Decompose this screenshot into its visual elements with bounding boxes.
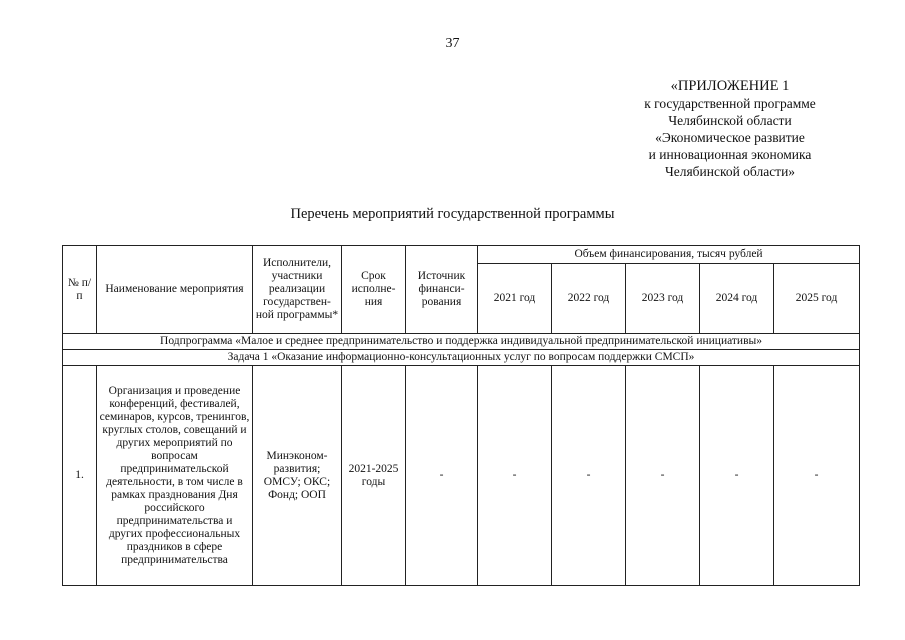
row-source: - [406, 366, 478, 586]
header-name: Наименование мероприятия [97, 246, 253, 334]
header-executors: Исполнители, участники реализации государствен-ной программы* [253, 246, 342, 334]
header-year: 2024 год [700, 264, 774, 334]
task-row [63, 350, 860, 366]
subprogram-row [63, 334, 860, 350]
appendix-header [600, 78, 860, 180]
appendix-line: и инновационная экономика [648, 147, 812, 162]
table-row [63, 366, 860, 586]
row-number: 1. [63, 366, 97, 586]
header-year: 2022 год [552, 264, 626, 334]
header-funding-group: Объем финансирования, тысяч рублей [478, 246, 860, 264]
header-term: Срок исполне-ния [342, 246, 406, 334]
header-number: № п/п [63, 246, 97, 334]
row-term: 2021-2025 годы [342, 366, 406, 586]
header-year: 2025 год [774, 264, 860, 334]
appendix-line: Челябинской области» [664, 164, 796, 179]
document-title: Перечень мероприятий государственной программы [290, 206, 615, 222]
header-source: Источник финанси-рования [406, 246, 478, 334]
appendix-line: «Экономическое развитие [655, 130, 805, 145]
row-value: - [774, 366, 860, 586]
row-executors: Минэконом-развития; ОМСУ; ОКС; Фонд; ООП [253, 366, 342, 586]
subprogram-title: Подпрограмма «Малое и среднее предпринимательство и поддержка индивидуальной предпринимательской инициативы» [63, 334, 860, 350]
row-value: - [478, 366, 552, 586]
row-value: - [700, 366, 774, 586]
row-value: - [552, 366, 626, 586]
appendix-line: к государственной программе [644, 96, 816, 111]
header-year: 2021 год [478, 264, 552, 334]
page-number: 37 [445, 36, 460, 51]
appendix-line: Челябинской области [668, 113, 792, 128]
task-title: Задача 1 «Оказание информационно-консультационных услуг по вопросам поддержки СМСП» [63, 350, 860, 366]
table-header-row [63, 246, 860, 264]
appendix-title: «ПРИЛОЖЕНИЕ 1 [670, 78, 790, 94]
header-year: 2023 год [626, 264, 700, 334]
measures-table [62, 245, 860, 586]
row-value: - [626, 366, 700, 586]
row-name: Организация и проведение конференций, фестивалей, семинаров, курсов, тренингов, круглых столов, совещаний и других мероприятий по вопросам предпринимательской деятельности, в том числе в рамках празднования Дня российского предпринимательства и других профессиональных праздников в сфере предпринимательства [97, 366, 253, 586]
